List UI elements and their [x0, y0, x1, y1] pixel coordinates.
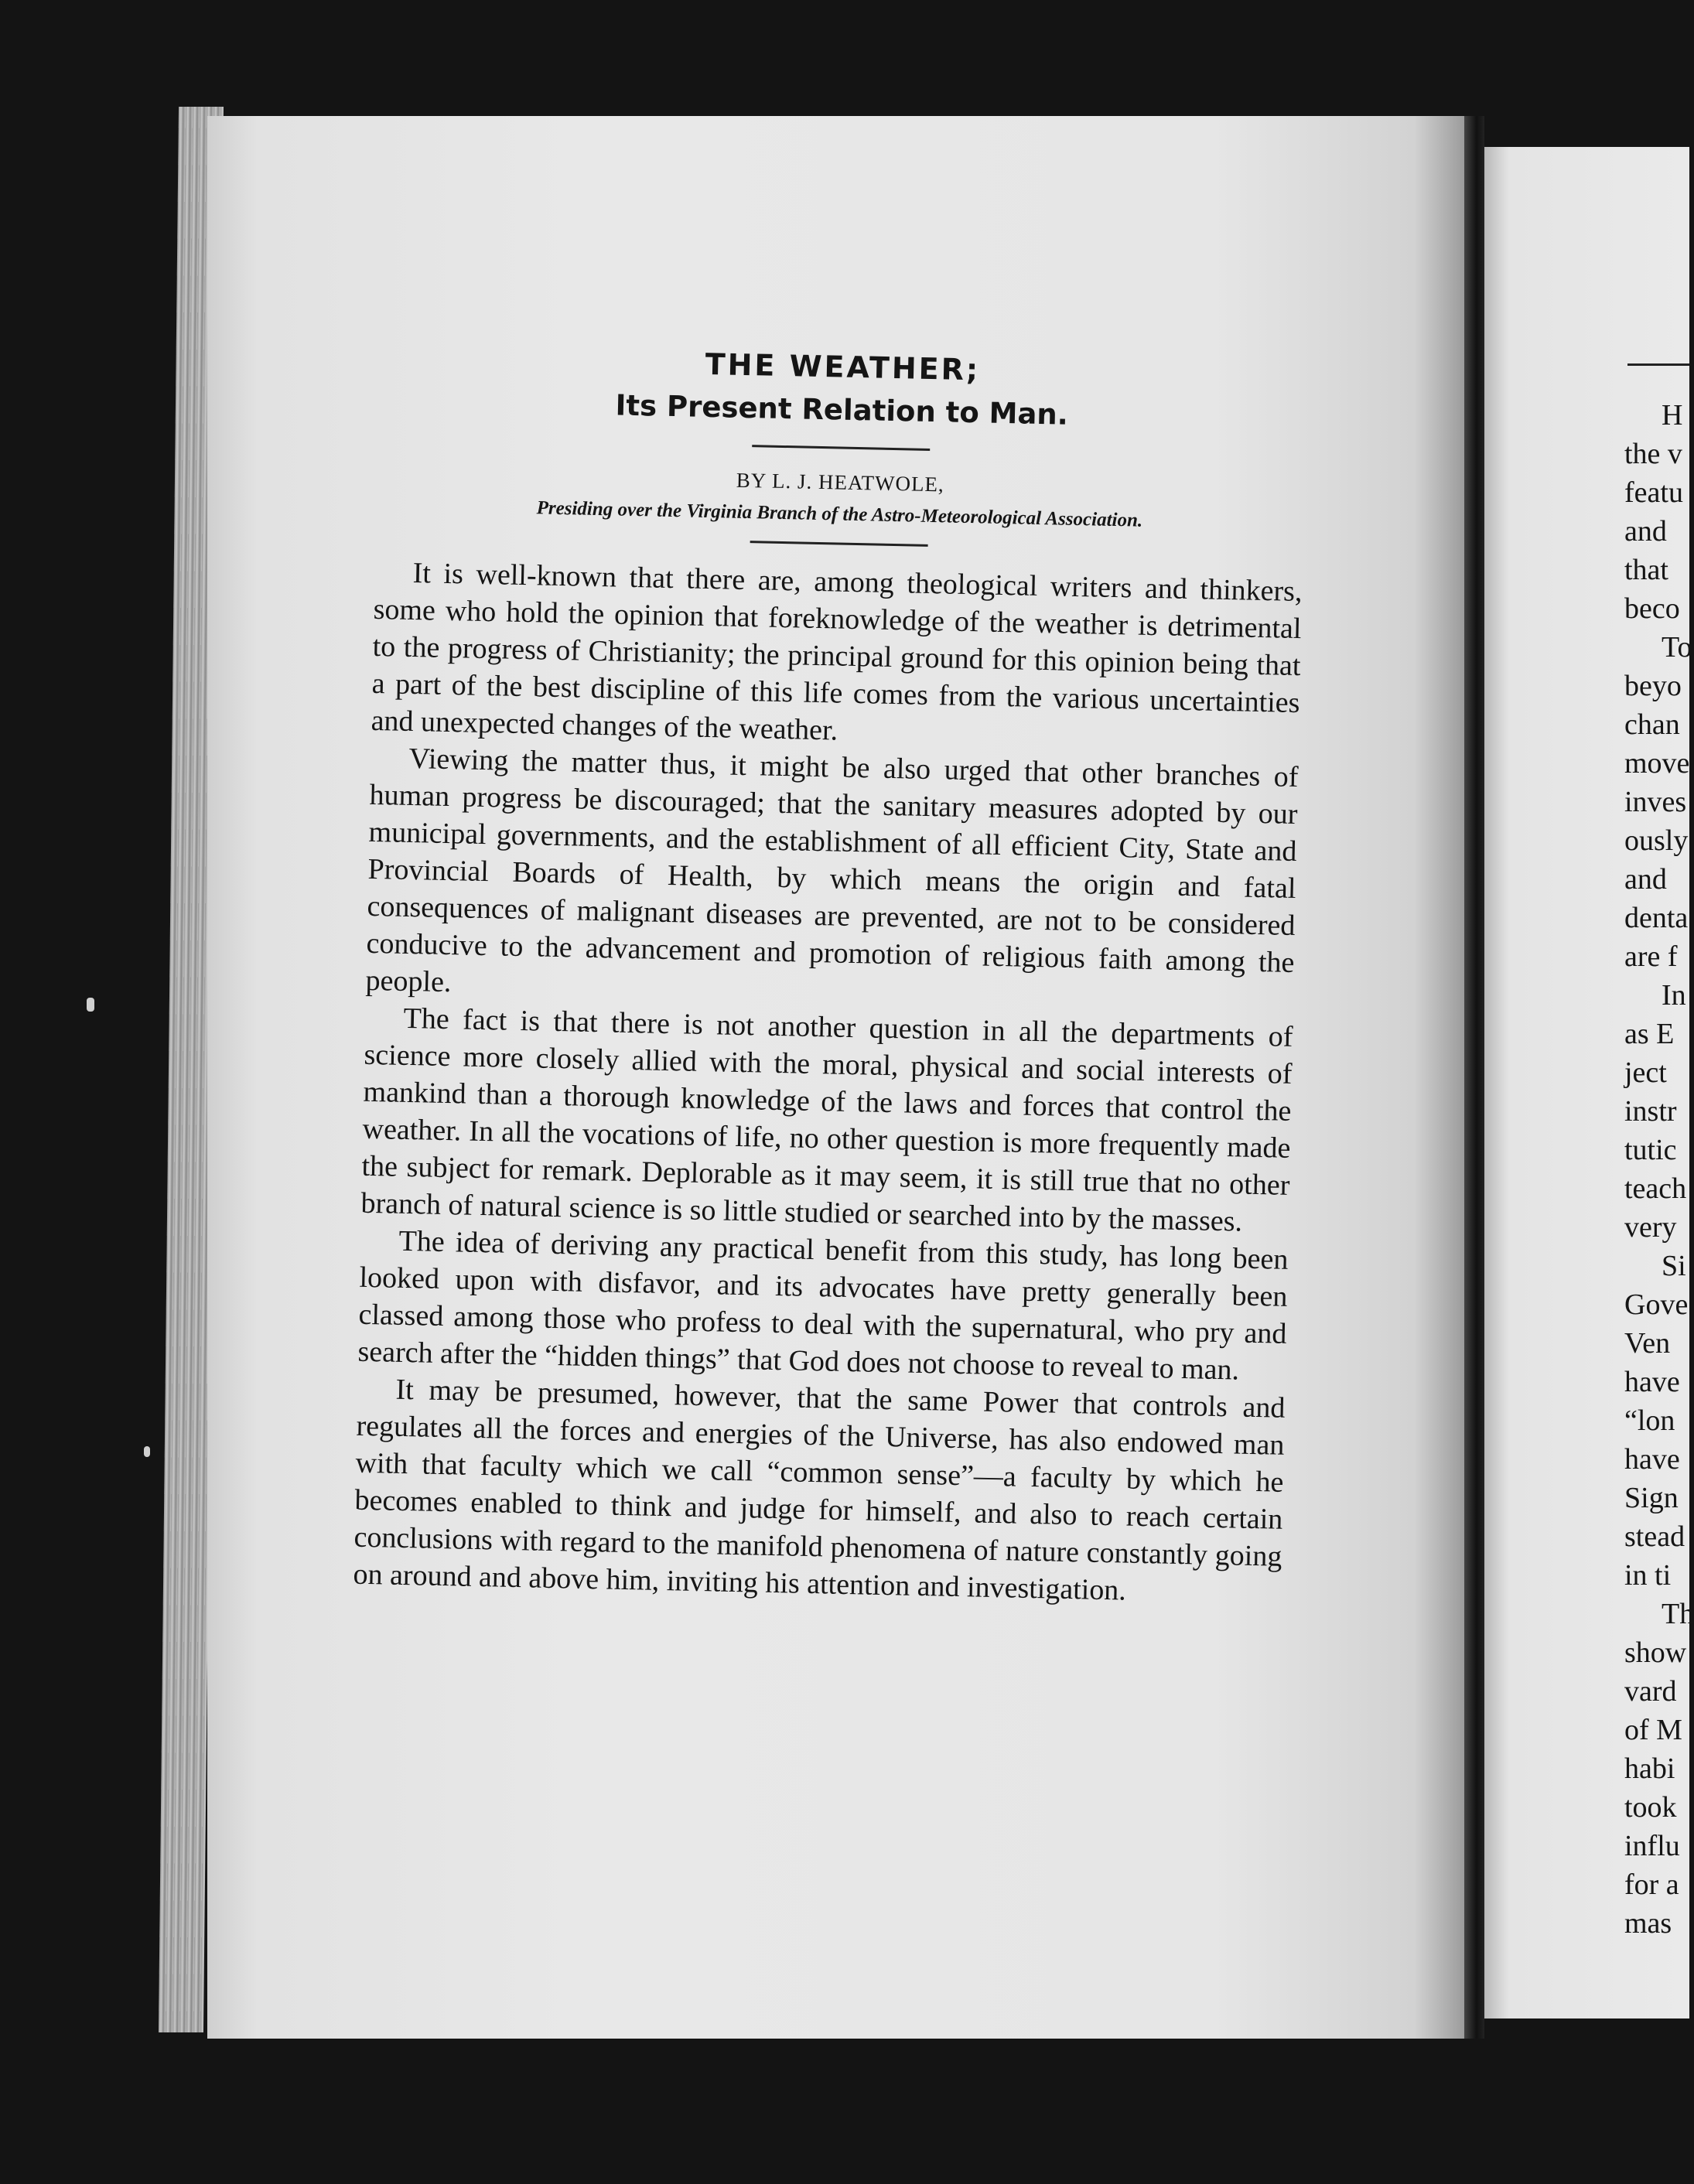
right-page-fragment: ously: [1624, 824, 1689, 857]
article-title: THE WEATHER;: [705, 346, 981, 387]
right-page-fragment: Ven: [1624, 1327, 1671, 1360]
right-page-fragment: Gove: [1624, 1288, 1689, 1321]
book-gutter: [1464, 116, 1484, 2039]
right-page-fragment: mas: [1624, 1907, 1672, 1940]
right-page-fragment: H: [1662, 399, 1683, 432]
right-page-fragment: In: [1662, 979, 1686, 1012]
right-page-fragment: in ti: [1624, 1559, 1672, 1592]
right-page-fragment: show: [1624, 1636, 1687, 1669]
paragraph: Viewing the matter thus, it might be also urged that other branches of human progress be discouraged; that the sanitary measures adopted by our municipal governments, and the establishment of all efficient City, State and Provincial Boards of Health, by which means the origin and fatal consequences of malignant diseases are prevented, are not to be considered conducive to the advancement and promotion of religious faith among the people.: [365, 742, 1299, 999]
right-page-fragment: To: [1662, 631, 1692, 664]
right-page-fragment: teach: [1624, 1172, 1687, 1205]
film-speck: [144, 1446, 150, 1457]
right-page-fragment: very: [1624, 1211, 1677, 1244]
right-page-fragment: tutic: [1624, 1134, 1677, 1166]
right-page-fragment: influ: [1624, 1830, 1680, 1862]
right-page-fragment: instr: [1624, 1095, 1677, 1128]
author-affiliation: Presiding over the Virginia Branch of the Astro-Meteorological Association.: [536, 497, 1143, 531]
right-page-fragment: “lon: [1624, 1404, 1675, 1437]
title-divider: [752, 445, 930, 451]
paragraph: It may be presumed, however, that the same Power that controls and regulates all the forces and energies of the Universe, has also endowed man with that faculty which we call “common sense”—a faculty by which he becomes enabled to think and judge for himself, and also to reach certain conclusions with regard to the manifold phenomena of nature constantly going on around and above him, inviting his attention and investigation.: [353, 1373, 1286, 1607]
right-page-fragment: that: [1624, 554, 1668, 586]
right-page-fragment: denta: [1624, 902, 1689, 934]
right-page-fragment: and: [1624, 515, 1667, 548]
right-page-fragment: Th: [1662, 1598, 1694, 1630]
article: [353, 340, 1307, 1612]
paragraph: The fact is that there is not another question in all the departments of science more closely allied with the moral, physical and social interests of mankind than a thorough knowledge of the laws and forces that control the weather. In all the vocations of life, no other question is more frequently made the subject for remark. Deplorable as it may seem, it is still true that no other branch of natural science is so little studied or searched into by the masses.: [360, 1002, 1293, 1238]
right-page-fragment: took: [1624, 1791, 1677, 1824]
right-page-fragment: Si: [1662, 1250, 1686, 1282]
right-page-fragment: for a: [1624, 1868, 1679, 1901]
right-page-fragment: have: [1624, 1366, 1680, 1398]
article-subtitle: Its Present Relation to Man.: [615, 388, 1069, 432]
paragraph: The idea of deriving any practical benefit from this study, has long been looked upon with disfavor, and its advocates have pretty generally been classed among those who profess to deal with the supernatural, who pry and search after the “hidden things” that God does not choose to reveal to man.: [357, 1224, 1289, 1387]
right-page-fragment: vard: [1624, 1675, 1677, 1708]
right-page-rule: [1627, 363, 1689, 366]
right-page-fragment: the v: [1624, 438, 1682, 470]
right-page-fragment: beco: [1624, 592, 1680, 625]
right-page-fragment: habi: [1624, 1752, 1675, 1785]
right-page-fragment: inves: [1624, 786, 1687, 818]
paragraph: It is well-known that there are, among theological writers and thinkers, some who hold the opinion that foreknowledge of the weather is detrimental to the progress of Christianity; the principal ground for this opinion being that a part of the best discipline of this life comes from the various uncertainties and unexpected changes of the weather.: [371, 556, 1303, 747]
right-page-fragment: as E: [1624, 1018, 1675, 1050]
right-page-fragment: ject: [1624, 1056, 1667, 1089]
right-page-fragment: of M: [1624, 1714, 1682, 1746]
right-page-fragment: chan: [1624, 708, 1680, 741]
right-page-fragment: have: [1624, 1443, 1680, 1476]
film-speck: [87, 998, 94, 1012]
article-byline: BY L. J. HEATWOLE,: [736, 468, 945, 497]
right-page-fragment: move: [1624, 747, 1690, 780]
right-page-fragment: featu: [1624, 476, 1683, 509]
right-page-fragment: Sign: [1624, 1482, 1679, 1514]
right-page-fragment: stead: [1624, 1520, 1685, 1553]
right-page-fragment: and: [1624, 863, 1667, 896]
right-page-fragment: are f: [1624, 940, 1678, 973]
byline-divider: [750, 541, 928, 547]
right-page-fragment: beyo: [1624, 670, 1682, 702]
